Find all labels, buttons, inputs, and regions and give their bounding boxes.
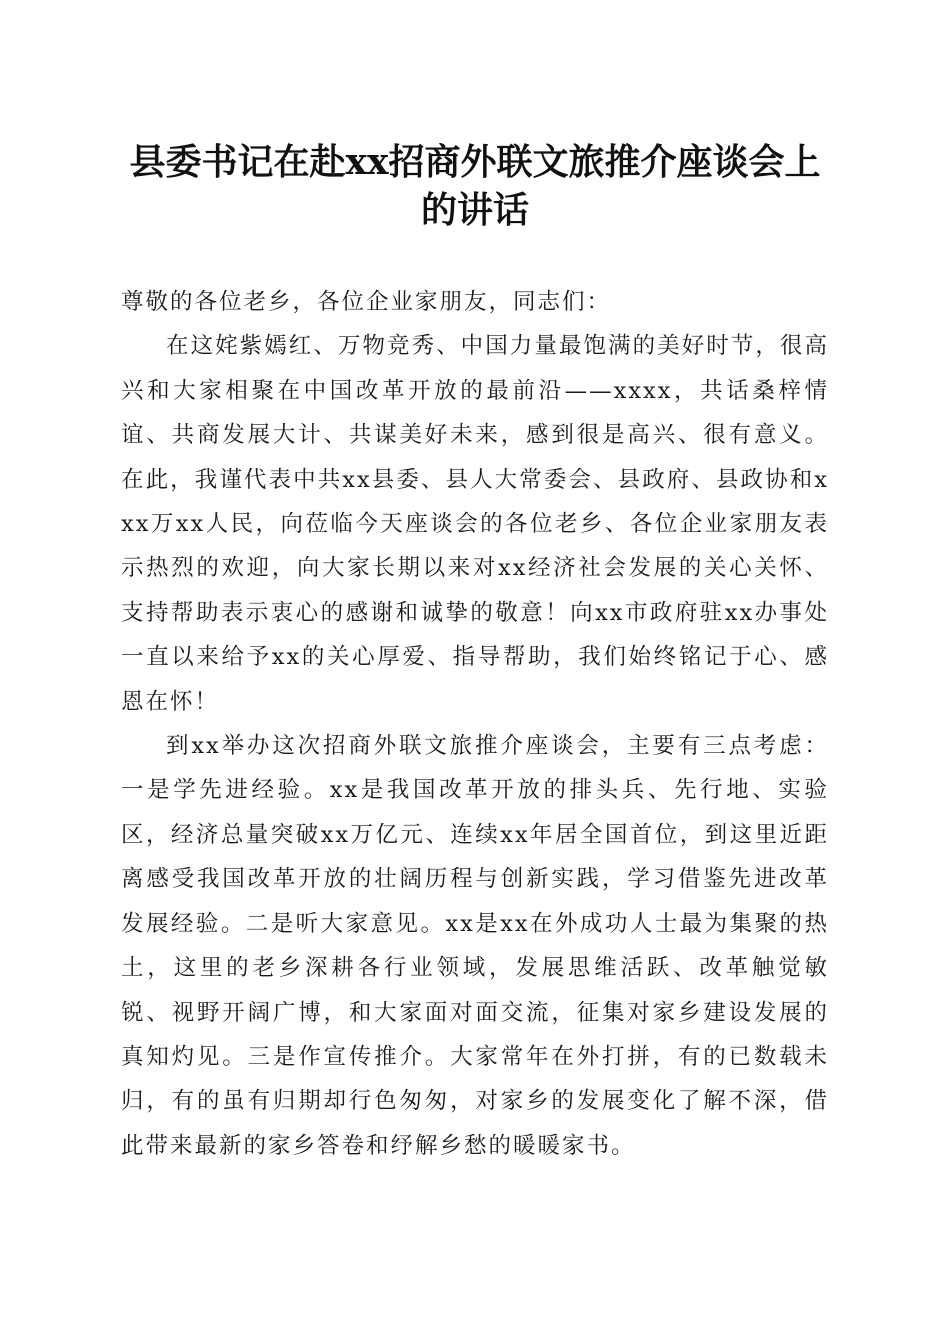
paragraph-opening: 在这姹紫嫣红、万物竞秀、中国力量最饱满的美好时节，很高兴和大家相聚在中国改革开放的最前沿——xxxx，共话桑梓情谊、共商发展大计、共谋美好未来，感到很是高兴、很有意义。在此，我谨代表中共xx县委、县人大常委会、县政府、县政协和xxx万xx人民，向莅临今天座谈会的各位老乡、各位企业家朋友表示热烈的欢迎，向大家长期以来对xx经济社会发展的关心关怀、支持帮助表示衷心的感谢和诚挚的敬意！向xx市政府驻xx办事处一直以来给予xx的关心厚爱、指导帮助，我们始终铭记于心、感恩在怀！ — [121, 333, 829, 715]
document-title — [100, 138, 850, 234]
salutation: 尊敬的各位老乡，各位企业家朋友，同志们： — [121, 289, 612, 315]
title-line-1: 县委书记在赴xx招商外联文旅推介座谈会上 — [129, 141, 821, 183]
document-body — [121, 280, 829, 1168]
title-line-2: 的讲话 — [420, 189, 529, 231]
paragraph-considerations: 到xx举办这次招商外联文旅推介座谈会，主要有三点考虑：一是学先进经验。xx是我国改革开放的排头兵、先行地、实验区，经济总量突破xx万亿元、连续xx年居全国首位，到这里近距离感受我国改革开放的壮阔历程与创新实践，学习借鉴先进改革发展经验。二是听大家意见。xx是xx在外成功人士最为集聚的热土，这里的老乡深耕各行业领域，发展思维活跃、改革触觉敏锐、视野开阔广博，和大家面对面交流，征集对家乡建设发展的真知灼见。三是作宣传推介。大家常年在外打拼，有的已数载未归，有的虽有归期却行色匆匆，对家乡的发展变化了解不深，借此带来最新的家乡答卷和纾解乡愁的暖暖家书。 — [121, 733, 829, 1159]
